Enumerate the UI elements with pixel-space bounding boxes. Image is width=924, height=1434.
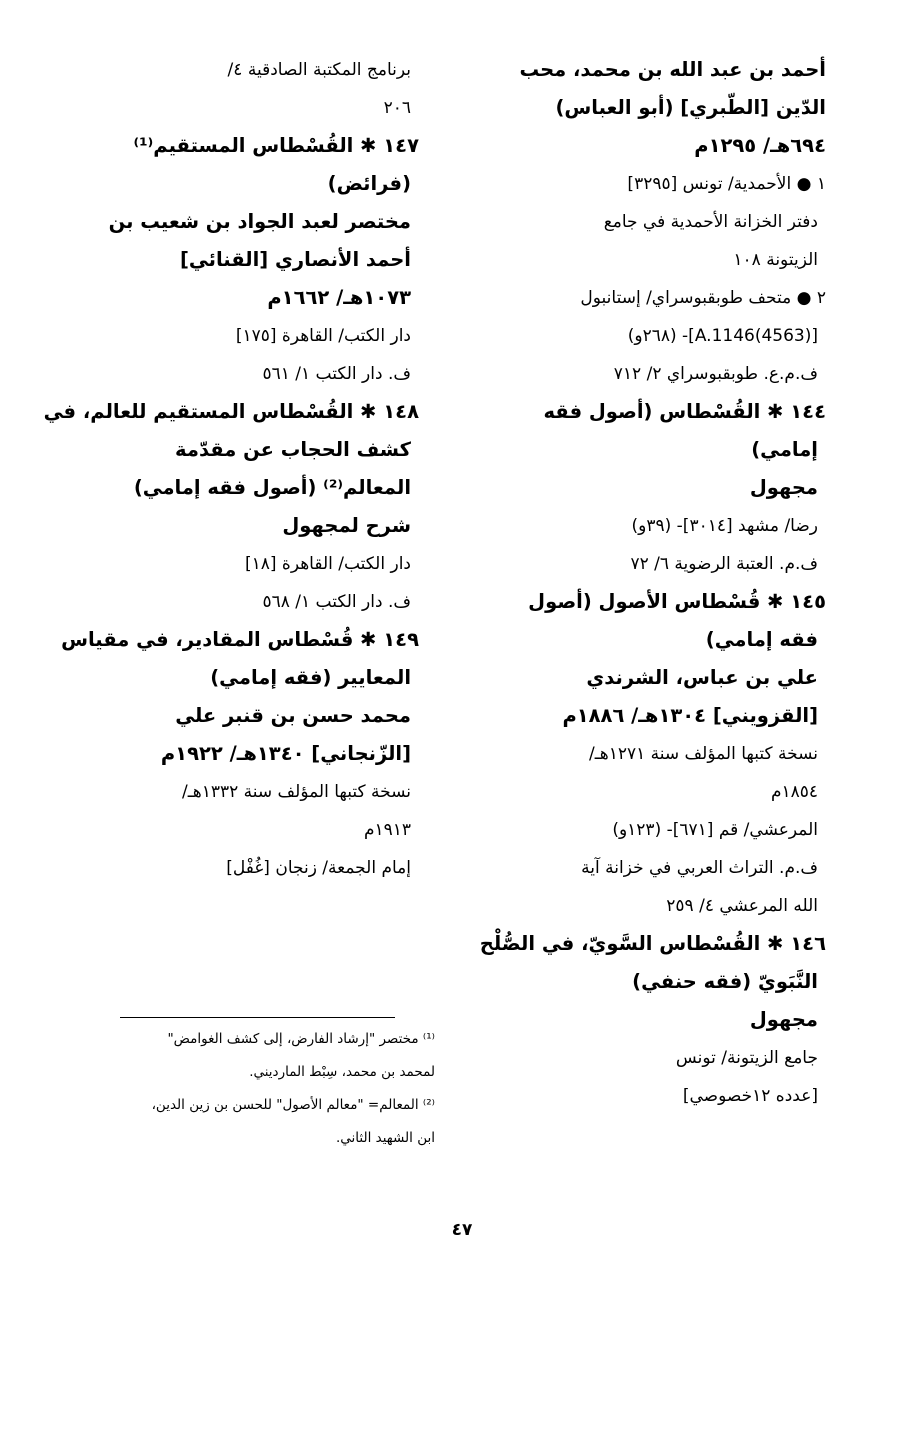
right-column-line: ف.م. العتبة الرضوية ٦/ ٧٢ xyxy=(630,554,818,574)
left-column-line: مختصر لعبد الجواد بن شعيب بن xyxy=(108,210,411,233)
footnote-divider xyxy=(120,1017,395,1018)
footnote-line: ⁽¹⁾ مختصر "إرشاد الفارض، إلى كشف الغوامض" xyxy=(167,1031,435,1047)
left-column-line: دار الكتب/ القاهرة [١٧٥] xyxy=(235,326,411,346)
left-column-line: (فرائض) xyxy=(327,172,411,195)
right-column-line: [القزويني] ١٣٠٤هـ/ ١٨٨٦م xyxy=(562,704,818,727)
page-number: ٤٧ xyxy=(451,1220,473,1240)
right-column-line: نسخة كتبها المؤلف سنة ١٢٧١هـ/ xyxy=(589,744,818,764)
right-column-line: ١ ● الأحمدية/ تونس [٣٢٩٥] xyxy=(627,174,826,194)
left-column-line: ف. دار الكتب ١/ ٥٦١ xyxy=(262,364,411,384)
right-column-line: مجهول xyxy=(749,1008,818,1031)
right-column-line: ف.م. التراث العربي في خزانة آية xyxy=(581,858,818,878)
right-column-line: ١٨٥٤م xyxy=(770,782,818,802)
right-column-line: جامع الزيتونة/ تونس xyxy=(675,1048,818,1068)
right-column-line: [عدده ١٢خصوصي] xyxy=(682,1086,818,1106)
left-column-line: دار الكتب/ القاهرة [١٨] xyxy=(244,554,411,574)
left-column-line: ١٤٧ ✱ القُسْطاس المستقيم⁽¹⁾ xyxy=(133,134,419,157)
right-column-line: ١٤٤ ✱ القُسْطاس (أصول فقه xyxy=(543,400,826,423)
left-column-line: محمد حسن بن قنبر علي xyxy=(175,704,411,727)
right-column xyxy=(476,58,826,1122)
left-column-line: أحمد الأنصاري [القنائي] xyxy=(179,248,411,271)
footnote-line: ابن الشهيد الثاني. xyxy=(335,1130,435,1146)
right-column-line: إمامي) xyxy=(751,438,818,461)
right-column-line: ف.م.ع. طوبقبوسراي ٢/ ٧١٢ xyxy=(613,364,818,384)
left-column-line: ١٤٨ ✱ القُسْطاس المستقيم للعالم، في xyxy=(43,400,419,423)
left-column xyxy=(43,58,419,894)
right-column-line: ٦٩٤هـ/ ١٢٩٥م xyxy=(694,134,826,157)
left-column-line: ٢٠٦ xyxy=(383,98,411,118)
right-column-line: رضا/ مشهد [٣٠١٤]- (٣٩و) xyxy=(631,516,818,536)
right-column-line: علي بن عباس، الشرندي xyxy=(586,666,818,689)
right-column-line: المرعشي/ قم [٦٧١]- (١٢٣و) xyxy=(612,820,818,840)
left-column-line: ف. دار الكتب ١/ ٥٦٨ xyxy=(262,592,411,612)
left-column-line: المعالم⁽²⁾ (أصول فقه إمامي) xyxy=(133,476,411,499)
footnotes xyxy=(95,1030,435,1162)
left-column-line: نسخة كتبها المؤلف سنة ١٣٣٢هـ/ xyxy=(182,782,411,802)
right-column-line: مجهول xyxy=(749,476,818,499)
right-column-line: الزيتونة ١٠٨ xyxy=(733,250,818,270)
left-column-line: ١٠٧٣هـ/ ١٦٦٢م xyxy=(267,286,411,309)
right-column-line: ٢ ● متحف طوبقبوسراي/ إستانبول xyxy=(580,288,826,308)
left-column-line: ١٤٩ ✱ قُسْطاس المقادير، في مقياس xyxy=(61,628,419,651)
right-column-line: ١٤٦ ✱ القُسْطاس السَّويّ، في الصُّلْح xyxy=(479,932,826,955)
left-column-line: إمام الجمعة/ زنجان [غُفْل] xyxy=(226,858,411,878)
right-column-line: ١٤٥ ✱ قُسْطاس الأصول (أصول xyxy=(528,590,826,613)
footnote-line: ⁽²⁾ المعالم= "معالم الأصول" للحسن بن زين الدين، xyxy=(151,1097,435,1113)
right-column-line: الدّين [الطّبري] (أبو العباس) xyxy=(555,96,826,119)
left-column-line: كشف الحجاب عن مقدّمة xyxy=(175,438,411,461)
left-column-line: برنامج المكتبة الصادقية ٤/ xyxy=(227,60,411,80)
left-column-line: شرح لمجهول xyxy=(282,514,411,537)
right-column-line: الله المرعشي ٤/ ٢٥٩ xyxy=(666,896,818,916)
right-column-line: دفتر الخزانة الأحمدية في جامع xyxy=(603,212,818,232)
left-column-line: [الزّنجاني] ١٣٤٠هـ/ ١٩٢٢م xyxy=(160,742,411,765)
left-column-line: ١٩١٣م xyxy=(363,820,411,840)
footnote-line: لمحمد بن محمد، سِبْط المارديني. xyxy=(249,1064,435,1080)
right-column-line: أحمد بن عبد الله بن محمد، محب xyxy=(519,58,826,81)
right-column-line: فقه إمامي) xyxy=(705,628,818,651)
right-column-line: [A.1146(4563)]- (٢٦٨و) xyxy=(627,326,818,346)
left-column-line: المعايير (فقه إمامي) xyxy=(210,666,411,689)
right-column-line: النَّبَويّ (فقه حنفي) xyxy=(632,970,818,993)
